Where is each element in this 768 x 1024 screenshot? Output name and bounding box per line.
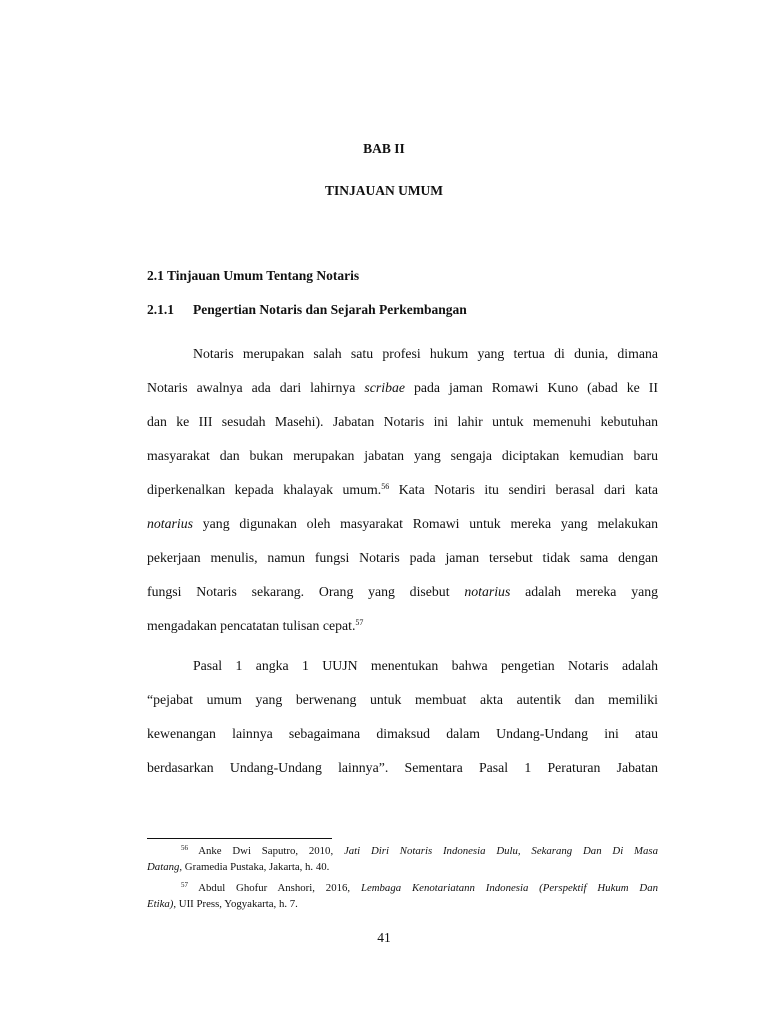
- footnote-57: $^{57}$ Abdul Ghofur Anshori, 2016, Lembaga Kenotariatann Indonesia (Perspektif Hukum Dan Etika), UII Press, Yogyakarta, h. 7.: [147, 881, 658, 910]
- term-notarius: notarius: [147, 516, 193, 531]
- subsection-heading: [147, 302, 467, 318]
- subsection-title: Pengertian Notaris dan Sejarah Perkembangan: [193, 302, 467, 317]
- chapter-number: BAB II: [363, 141, 405, 156]
- footnote-book-title: Lembaga Kenotariatann Indonesia (Perspektif Hukum Dan: [360, 882, 658, 894]
- paragraph-line: kewenangan lainnya sebagaimana dimaksud dalam Undang-Undang ini atau: [147, 726, 658, 741]
- paragraph-line: fungsi Notaris sekarang. Orang yang disebut notarius adalah mereka yang: [147, 584, 659, 599]
- footnote-book-title: Etika): [147, 898, 174, 910]
- footnote-56: $^{56}$ Anke Dwi Saputro, 2010, Jati Diri Notaris Indonesia Dulu, Sekarang Dan Di Masa Datang, Gramedia Pustaka, Jakarta, h. 40.: [147, 844, 658, 873]
- paragraph-2: [147, 656, 658, 792]
- paragraph-line: pekerjaan menulis, namun fungsi Notaris pada jaman tersebut tidak sama dengan: [147, 550, 658, 565]
- footnote-mark: 56: [181, 844, 188, 852]
- paragraph-line: mengadakan pencatatan tulisan cepat.$^{57}$: [147, 618, 364, 633]
- paragraph-line: dan ke III sesudah Masehi). Jabatan Notaris ini lahir untuk memenuhi kebutuhan: [147, 414, 658, 429]
- footnote-mark: 57: [181, 881, 188, 889]
- footnote-book-title: Datang: [147, 861, 180, 873]
- footnote-separator: [147, 838, 332, 839]
- term-scribae: scribae: [364, 380, 405, 395]
- paragraph-line: Notaris awalnya ada dari lahirnya scribae pada jaman Romawi Kuno (abad ke II: [147, 380, 658, 395]
- footnote-ref-57[interactable]: 57: [355, 618, 364, 627]
- page-number: 41: [377, 930, 391, 945]
- paragraph-line: Notaris merupakan salah satu profesi hukum yang tertua di dunia, dimana: [193, 346, 658, 361]
- paragraph-line: masyarakat dan bukan merupakan jabatan yang sengaja diciptakan kemudian baru: [147, 448, 658, 463]
- paragraph-1: [147, 344, 658, 650]
- chapter-title: TINJAUAN UMUM: [324, 183, 444, 198]
- paragraph-line: Pasal 1 angka 1 UUJN menentukan bahwa pengetian Notaris adalah: [193, 658, 658, 673]
- term-notarius: notarius: [464, 584, 511, 599]
- footnote-ref-56[interactable]: 56: [381, 482, 390, 491]
- subsection-number: 2.1.1: [147, 302, 174, 317]
- paragraph-line: berdasarkan Undang-Undang lainnya”. Sementara Pasal 1 Peraturan Jabatan: [147, 760, 658, 775]
- section-heading: 2.1 Tinjauan Umum Tentang Notaris: [147, 268, 360, 283]
- footnote-book-title: Jati Diri Notaris Indonesia Dulu, Sekarang Dan Di Masa: [343, 845, 658, 857]
- paragraph-line: notarius yang digunakan oleh masyarakat Romawi untuk mereka yang melakukan: [147, 516, 658, 531]
- paragraph-line: diperkenalkan kepada khalayak umum.$^{56}$ Kata Notaris itu sendiri berasal dari kata: [147, 482, 658, 497]
- paragraph-line: “pejabat umum yang berwenang untuk membuat akta autentik dan memiliki: [147, 692, 658, 707]
